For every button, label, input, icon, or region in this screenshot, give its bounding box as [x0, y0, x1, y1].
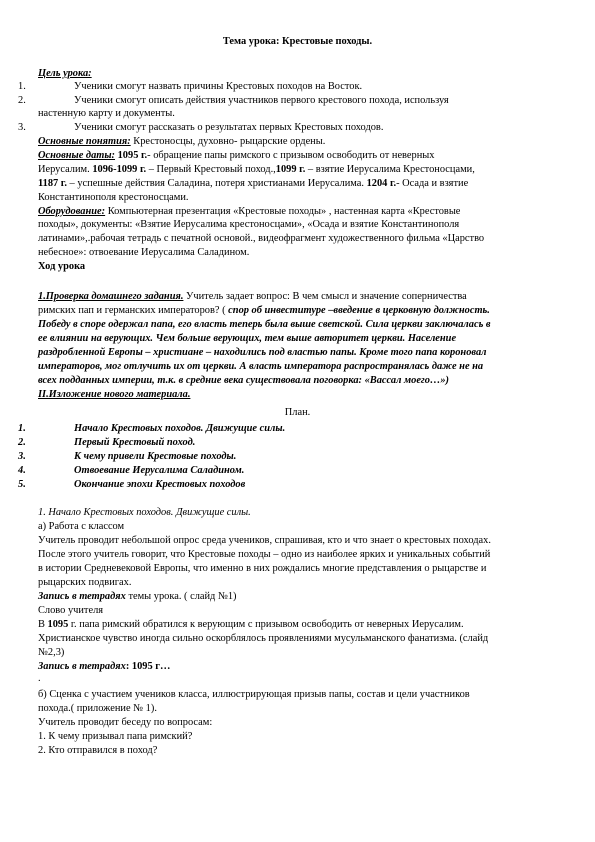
date-text: – взятие Иерусалима Крестоносцами,	[305, 164, 475, 175]
homework-answer: спор об инвеституре –введение в церковную должность.	[228, 305, 490, 316]
dates-label: Основные даты:	[38, 150, 116, 161]
equipment-label: Оборудование:	[38, 206, 106, 217]
question-intro: Учитель проводит беседу по вопросам:	[38, 717, 213, 728]
dates-line-1	[38, 150, 434, 162]
teacher-word-line	[38, 619, 464, 631]
concepts-text: Крестоносцы, духовно- рыцарские ордены.	[130, 136, 326, 147]
notebook-label: Запись в тетрадях	[38, 591, 126, 602]
dates-line-3	[38, 178, 468, 190]
plan-item: К чему привели Крестовые походы.	[74, 451, 237, 462]
goal-item: Ученики смогут назвать причины Крестовых походов на Восток.	[74, 81, 363, 92]
goal-item-number: 2.	[18, 95, 26, 106]
section-2-heading: II.Изложение нового материала.	[38, 389, 191, 400]
teacher-word-text: г. папа римский обратился к верующим с призывом освободить от неверных Иерусалим.	[68, 619, 464, 630]
date-year: 1096-1099 г.	[92, 164, 147, 175]
scene-line: б) Сценка с участием учеников класса, иллюстрирующая призыв папы, состав и цели участников	[38, 689, 470, 700]
homework-line-1	[38, 291, 467, 303]
scene-line: похода.( приложение № 1).	[38, 703, 157, 714]
dates-line-2	[38, 164, 475, 176]
equipment-line-3: латинами»,.рабочая тетрадь с печатной основой., видеофрагмент художественного фильма «Царство	[38, 233, 485, 244]
notebook-text: темы урока. ( слайд №1)	[125, 591, 237, 602]
concepts-line	[38, 136, 325, 148]
activity-label: а) Работа с классом	[38, 521, 125, 532]
teacher-word-text: В	[38, 619, 48, 630]
plan-item: Первый Крестовый поход.	[74, 437, 196, 448]
page-title: Тема урока: Крестовые походы.	[222, 36, 373, 47]
homework-text: Учитель задает вопрос: В чем смысл и значение соперничества	[183, 291, 467, 302]
homework-line-2	[38, 305, 490, 317]
plan-item-number: 3.	[18, 451, 26, 462]
stray-dot: .	[38, 673, 41, 684]
date-year: 1095	[47, 619, 69, 630]
date-year: 1204 г.	[366, 178, 397, 189]
notebook-note-1	[38, 591, 237, 603]
teacher-word-line: №2,3)	[38, 647, 65, 658]
date-text: – успешные действия Саладина, потеря христианами Иерусалима.	[66, 178, 367, 189]
teacher-word-heading: Слово учителя	[38, 605, 104, 616]
homework-answer-line: императоров, мог отлучить их от церкви. А власть императора распространялась даже не на	[38, 361, 484, 372]
goal-item-number: 3.	[18, 122, 26, 133]
plan-item: Отвоевание Иерусалима Саладином.	[74, 465, 245, 476]
goal-item-number: 1.	[18, 81, 26, 92]
date-text: – Первый Крестовый поход.,	[146, 164, 276, 175]
course-heading: Ход урока	[38, 261, 86, 272]
body-paragraph-line: После этого учитель говорит, что Крестовые походы – одно из наиболее ярких и уникальных событий	[38, 549, 491, 560]
equipment-line-2: походы», документы: «Взятие Иерусалима крестоносцами», «Осада и взятие Константинополя	[38, 219, 460, 230]
subsection-heading: 1. Начало Крестовых походов. Движущие силы.	[38, 507, 251, 518]
plan-item-number: 2.	[18, 437, 26, 448]
notebook-label: Запись в тетрадях	[38, 661, 126, 672]
dates-line-4: Константинополя крестоносцами.	[38, 192, 189, 203]
date-year: 1099 г.	[275, 164, 306, 175]
body-paragraph-line: в истории Средневековой Европы, что именно в них рождались многие представления о рыцарстве и	[38, 563, 487, 574]
goal-item: Ученики смогут рассказать о результатах первых Крестовых походов.	[74, 122, 384, 133]
body-paragraph-line: рыцарских подвигах.	[38, 577, 132, 588]
plan-item-number: 5.	[18, 479, 26, 490]
plan-item: Начало Крестовых походов. Движущие силы.	[74, 423, 286, 434]
date-text: Иерусалим.	[38, 164, 93, 175]
plan-heading: План.	[284, 407, 311, 418]
date-text: - обращение папы римского с призывом освободить от неверных	[147, 150, 435, 161]
teacher-word-line: Христианское чувство иногда сильно оскорблялось проявлениями мусульманского фанатизма. (слайд	[38, 633, 489, 644]
equipment-line-1	[38, 206, 460, 218]
homework-answer-line: раздробленной Европы – христиане – находились под властью папы. Кроме того папа короновал	[38, 347, 487, 358]
plan-item-number: 1.	[18, 423, 26, 434]
date-year: 1095 г.	[115, 150, 148, 161]
notebook-note-2	[38, 661, 170, 673]
homework-answer-line: всех подданных империи, т.к. в средние века существовала поговорка: «Вассал моего…»)	[38, 375, 450, 386]
homework-answer-line: Победу в споре одержал папа, его власть теперь была выше светской. Сила церкви заключалась в	[38, 319, 491, 330]
homework-label: 1.Проверка домашнего задания.	[38, 291, 184, 302]
plan-item-number: 4.	[18, 465, 26, 476]
body-paragraph-line: Учитель проводит небольшой опрос среда учеников, спрашивая, кто и что знает о крестовых походах.	[38, 535, 491, 546]
question-item: 1. К чему призывал папа римский?	[38, 731, 193, 742]
goal-item-continuation: настенную карту и документы.	[38, 108, 175, 119]
notebook-text: : 1095 г…	[125, 661, 171, 672]
concepts-label: Основные понятия:	[38, 136, 131, 147]
goal-heading: Цель урока:	[38, 68, 92, 79]
equipment-line-4: небесное»: отвоевание Иерусалима Саладином.	[38, 247, 250, 258]
equipment-text: Компьютерная презентация «Крестовые походы» , настенная карта «Крестовые	[105, 206, 461, 217]
homework-answer-line: ее влиянии на верующих. Чем больше верующих, тем выше авторитет церкви. Население	[38, 333, 457, 344]
question-item: 2. Кто отправился в поход?	[38, 745, 158, 756]
date-text: - Осада и взятие	[396, 178, 469, 189]
homework-text: римских пап и германских императоров? (	[38, 305, 229, 316]
date-year: 1187 г.	[38, 178, 67, 189]
goal-item: Ученики смогут описать действия участников первого крестового похода, используя	[74, 95, 449, 106]
plan-item: Окончание эпохи Крестовых походов	[74, 479, 246, 490]
